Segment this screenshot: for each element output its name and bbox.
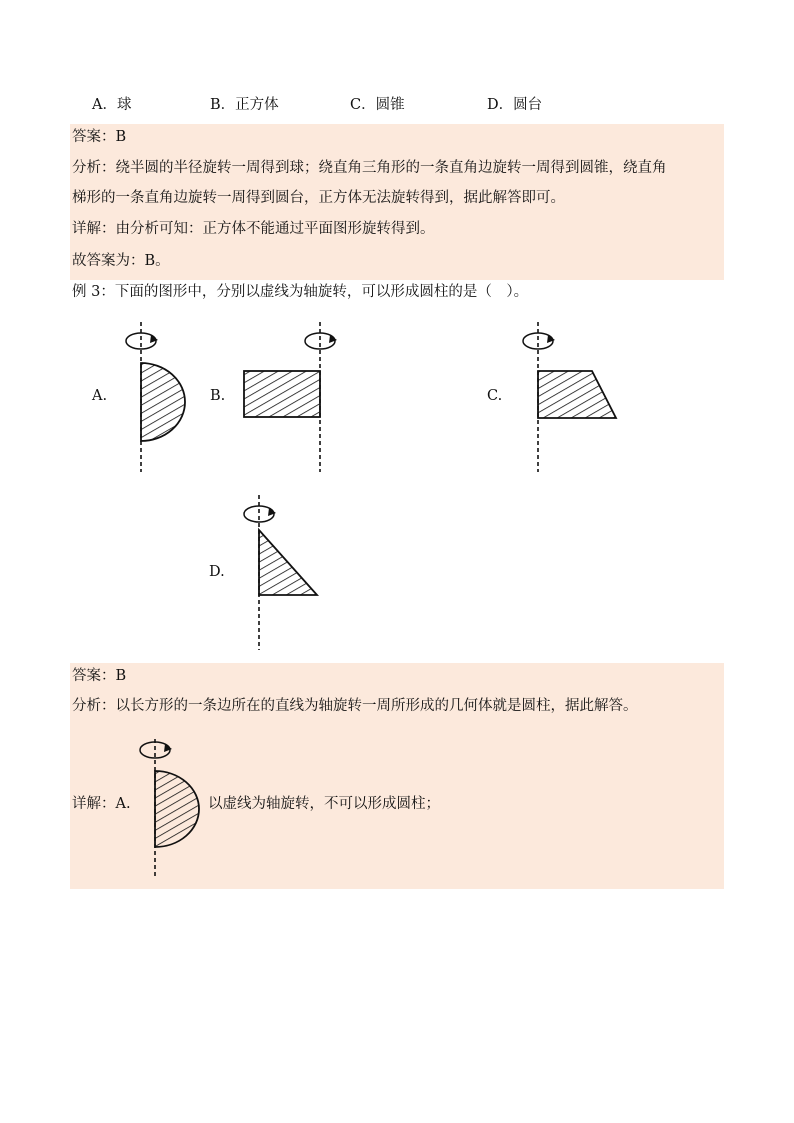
q3-analysis: 分析：以长方形的一条边所在的直线为轴旋转一周所形成的几何体就是圆柱，据此解答。 [72, 698, 638, 714]
figure-c-trapezoid [516, 320, 626, 475]
figure-b-rectangle [240, 320, 350, 475]
q2-conclusion: 故答案为：B。 [72, 253, 170, 269]
q3-label-d: D. [209, 564, 225, 580]
q2-answer: 答案：B [72, 129, 127, 145]
q3-detail-prefix: 详解：A. [72, 796, 131, 812]
q2-analysis-line1: 分析：绕半圆的半径旋转一周得到球；绕直角三角形的一条直角边旋转一周得到圆锥，绕直角 [72, 160, 667, 176]
option-a: A．球 [92, 97, 132, 113]
q3-label-b: B. [210, 388, 226, 404]
detail-figure-half-disc [134, 737, 214, 882]
q3-label-a: A. [92, 388, 108, 404]
q3-answer: 答案：B [72, 668, 127, 684]
q3-detail-text: 以虚线为轴旋转，不可以形成圆柱； [208, 796, 440, 812]
q2-detail: 详解：由分析可知：正方体不能通过平面图形旋转得到。 [72, 221, 435, 237]
q3-label-c: C. [487, 388, 503, 404]
option-c: C．圆锥 [350, 97, 405, 113]
option-d: D．圆台 [487, 97, 543, 113]
q2-analysis-line2: 梯形的一条直角边旋转一周得到圆台，正方体无法旋转得到，据此解答即可。 [72, 190, 565, 206]
figure-a-half-disc [120, 320, 200, 475]
q3-stem: 例 3：下面的图形中，分别以虚线为轴旋转，可以形成圆柱的是（ ）。 [72, 284, 529, 300]
option-b: B．正方体 [210, 97, 279, 113]
figure-d-triangle [238, 493, 338, 653]
